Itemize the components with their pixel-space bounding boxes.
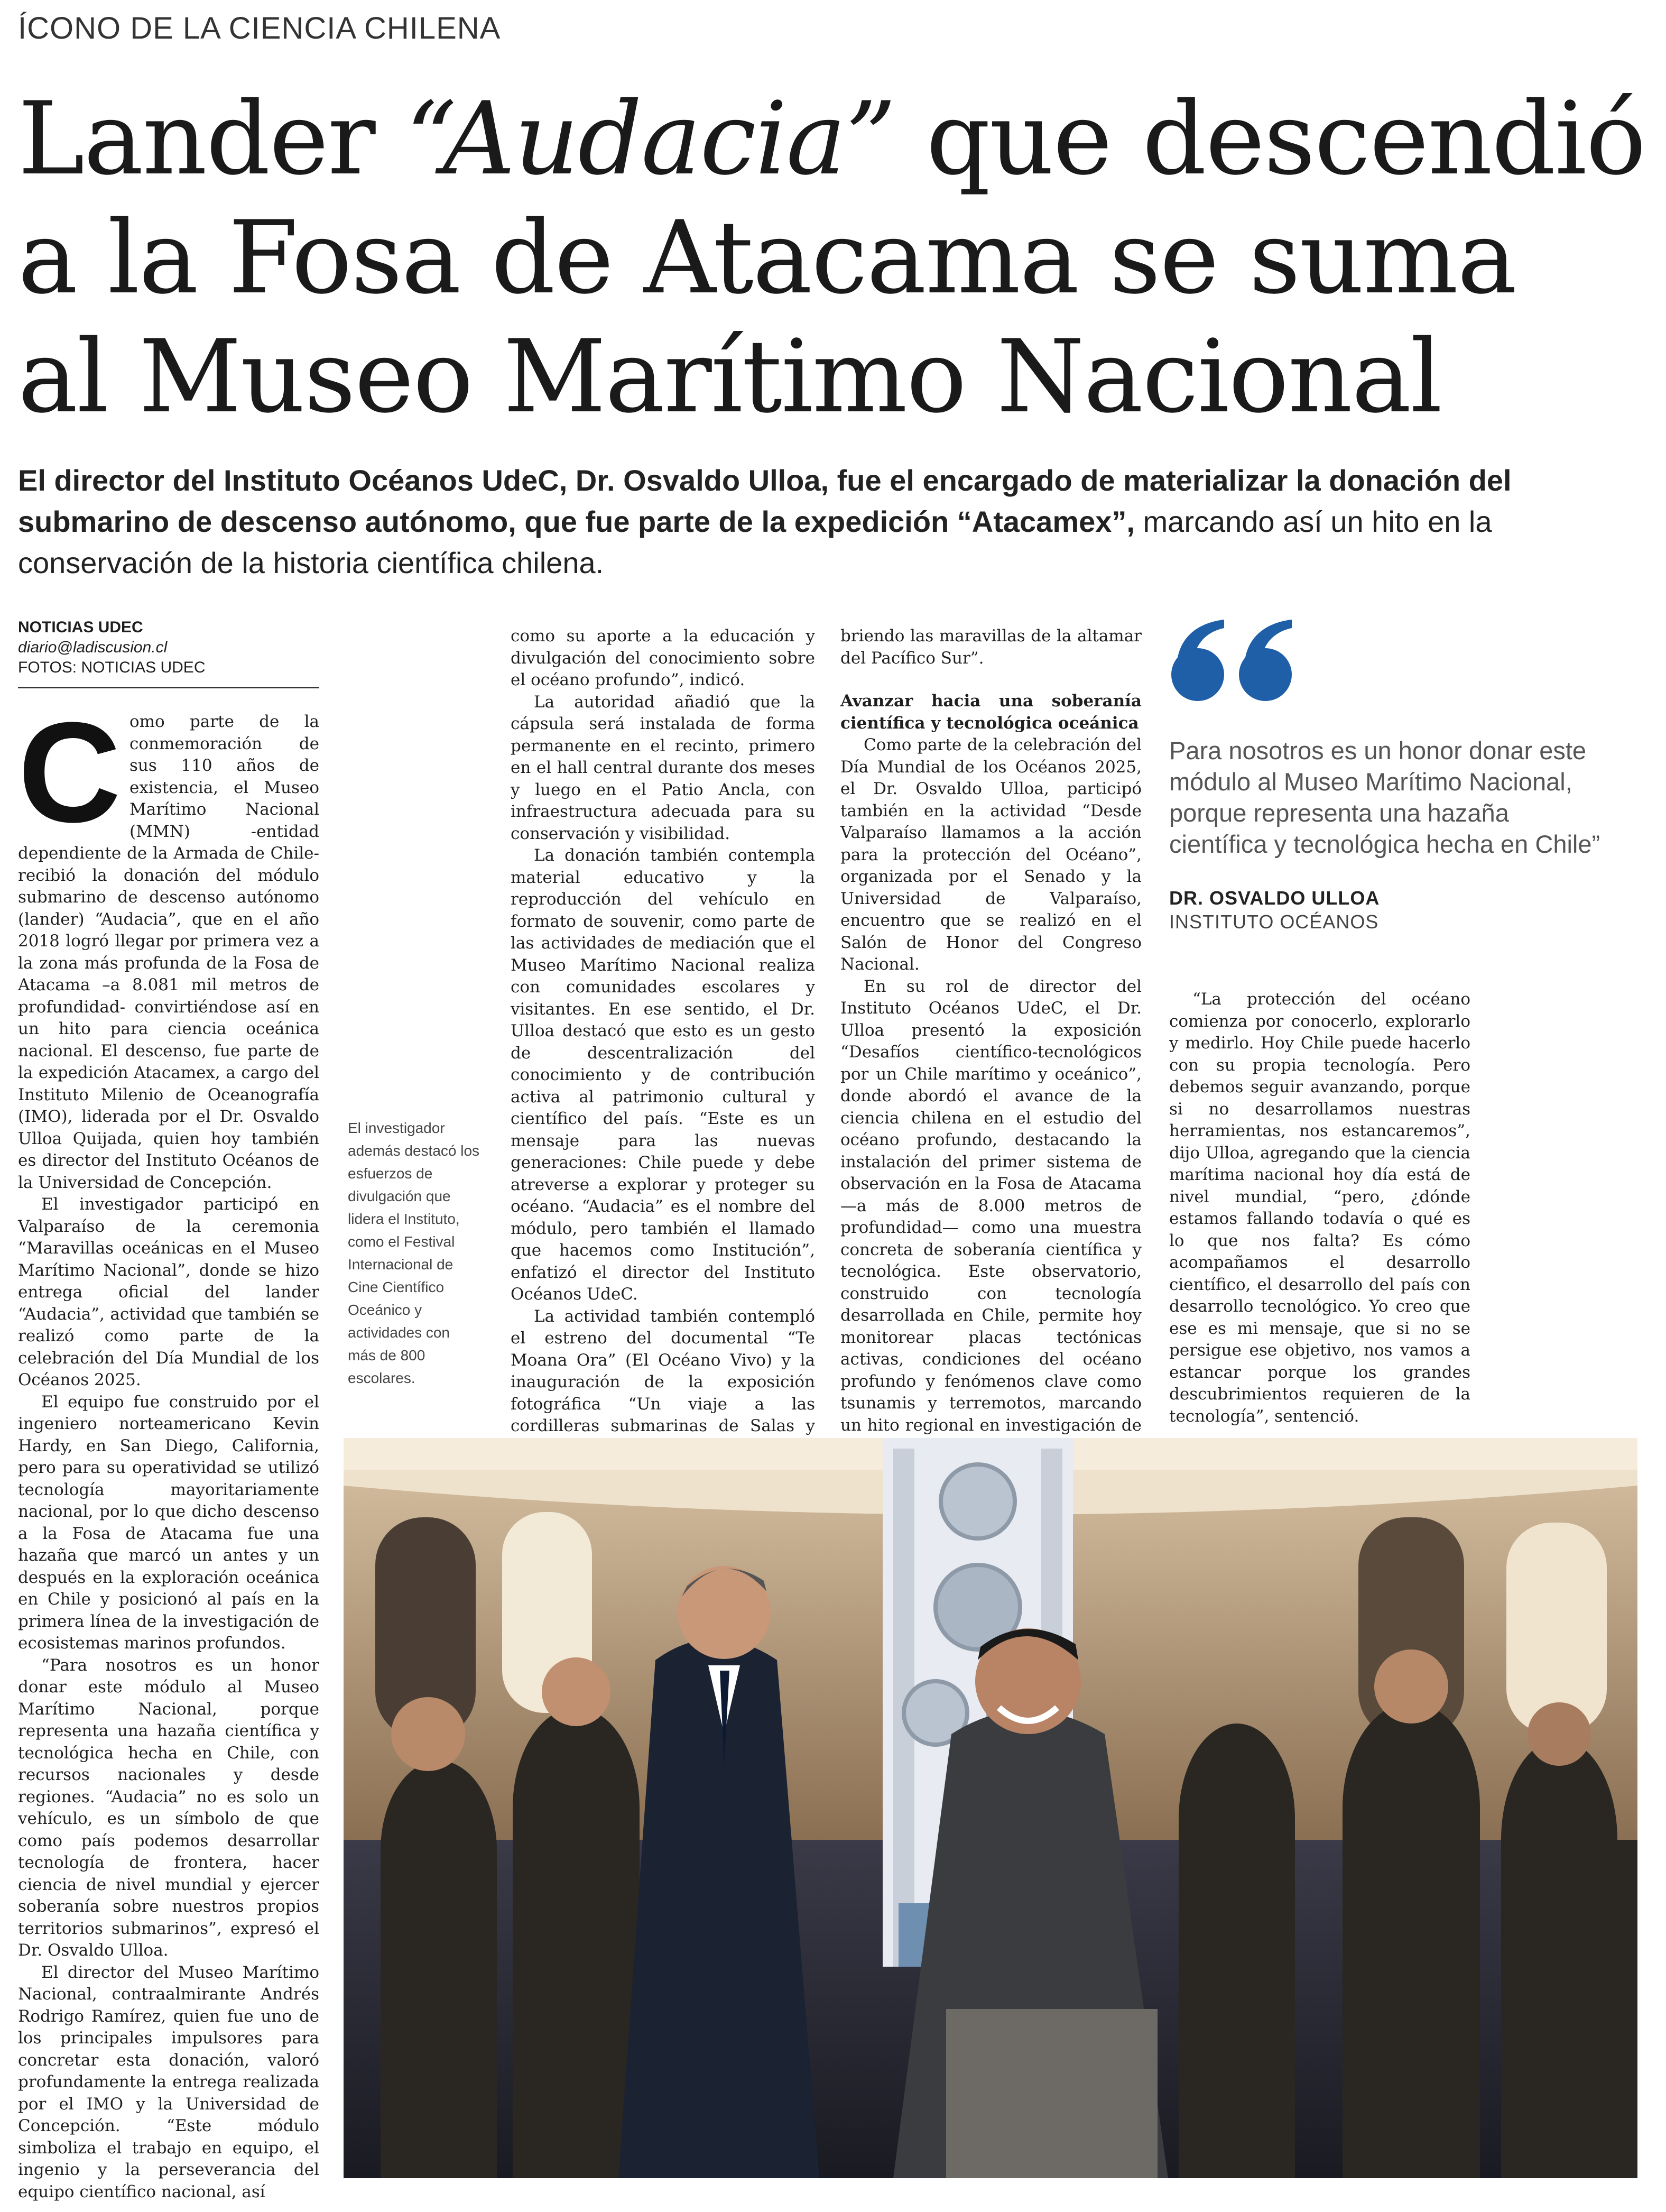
- col1-paragraph-1: [18, 693, 319, 1194]
- byline: [18, 617, 319, 678]
- pull-quote-text: Para nosotros es un honor donar este módulo al Museo Marítimo Nacional, porque representa una hazaña científica y tecnológica hecha en Chile”: [1169, 736, 1600, 858]
- drop-cap: C: [18, 693, 121, 852]
- event-photo: [344, 1438, 1637, 2178]
- lead-paragraph: [18, 460, 1551, 584]
- column-4: [1169, 989, 1470, 1427]
- pull-quote-attribution-name: DR. OSVALDO ULLOA: [1169, 887, 1380, 909]
- section-subhead: Avanzar hacia una soberanía científica y tecnológica oceánica: [840, 692, 1142, 733]
- col1-p1-text: omo parte de la conmemoración de sus 110 años de existencia, el Museo Marítimo Nacional (MMN) -entidad dependiente de la Armada de Chile- recibió la donación del módulo submarino de descenso autónomo (lander) “Audacia”, que en el año 2018 logró llegar por primera vez a la zona más profunda de la Fosa de Atacama –a 8.081 mil metros de profundidad- convirtiéndose así en un hito para ciencia oceánica nacional. El descenso, fue parte de la expedición Atacamex, a cargo del Instituto Milenio de Oceanografía (IMO), liderada por el Dr. Osvaldo Ulloa Quijada, quien hoy también es director del Instituto Océanos de la Universidad de Concepción.: [18, 712, 319, 1192]
- photo-caption: El investigador además destacó los esfuerzos de divulgación que lidera el Instituto, como el Festival Internacional de Cine Científico Oceánico y actividades con más de 800 escolares.: [348, 1120, 480, 1386]
- column-2: [511, 625, 815, 1459]
- col2-paragraph-4: La actividad también contempló el estreno del documental “Te Moana Ora” (El Océano Vivo) y la inauguración de la exposición fotográfica “Un viaje a las cordilleras submarinas de Salas y: [511, 1306, 815, 1435]
- byline-source: NOTICIAS UDEC: [18, 619, 143, 636]
- col1-paragraph-2: El investigador participó en Valparaíso de la ceremonia “Maravillas oceánicas en el Museo Marítimo Nacional”, donde se hizo entrega oficial del lander “Audacia”, actividad que también se realizó como parte de la celebración del Día Mundial de los Océanos 2025.: [18, 1195, 319, 1389]
- headline-lander-name: “Audacia”: [405, 80, 895, 197]
- lead-bold: El director del Instituto Océanos UdeC, Dr. Osvaldo Ulloa, fue el encargado de materializar la donación del submarino de descenso autónomo, que fue parte de la expedición “Atacamex”,: [18, 464, 1512, 538]
- byline-divider: [18, 687, 319, 688]
- headline: [18, 79, 1651, 436]
- col2-paragraph-3: La donación también contempla material educativo y la reproducción del vehículo en formato de souvenir, como parte de las actividades de mediación que el Museo Marítimo Nacional realiza con comunidades escolares y visitantes. En ese sentido, el Dr. Ulloa destacó que esto es un gesto de descentralización del conocimiento y de contribución activa al patrimonio cultural y científico del país. “Este es un mensaje para las nuevas generaciones: Chile puede y debe atreverse a explorar y proteger su océano. “Audacia” es el nombre del módulo, pero también el llamado que hacemos como Institución”, enfatizó el director del Instituto Océanos UdeC.: [511, 846, 815, 1304]
- col1-paragraph-5: El director del Museo Marítimo Nacional, contraalmirante Andrés Rodrigo Ramírez, quien fue uno de los principales impulsores para concretar esta donación, valoró profundamente la entrega realizada por el IMO y la Universidad de Concepción. “Este módulo simboliza el trabajo en equipo, el ingenio y la perseverancia del equipo científico nacional, así: [18, 1962, 319, 2201]
- col3-paragraph-3: En su rol de director del Instituto Océanos UdeC, el Dr. Ulloa presentó la exposición “Desafíos científico-tecnológicos por un Chile marítimo y oceánico”, donde abordó el avance de la ciencia chilena en el estudio del océano profundo, destacando la instalación del primer sistema de observación en la Fosa de Atacama —a más de 8.000 metros de profundidad— como una muestra concreta de soberanía científica y tecnológica. Este observatorio, construido con tecnología desarrollada en Chile, permite hoy monitorear placas tectónicas activas, condiciones del océano profundo y fenómenos clave como tsunamis y terremotos, marcando un hito regional en investigación de: [840, 976, 1142, 1435]
- byline-photos: FOTOS: NOTICIAS UDEC: [18, 659, 206, 676]
- quote-mark-icon: [1165, 617, 1308, 702]
- col3-paragraph-1: briendo las maravillas de la altamar del Pacífico Sur”.: [840, 626, 1142, 668]
- col2-paragraph-1: como su aporte a la educación y divulgación del conocimiento sobre el océano profundo”, indicó.: [511, 626, 815, 689]
- lead-regular: marcando así un hito en la conservación de la historia científica chilena.: [18, 505, 1492, 579]
- column-1: [18, 693, 319, 2203]
- headline-line-3: al Museo Marítimo Nacional: [18, 318, 1442, 435]
- col1-paragraph-4: “Para nosotros es un honor donar este módulo al Museo Marítimo Nacional, porque representa una hazaña científica y tecnológica hecha en Chile, con recursos nacionales y desde regiones. “Audacia” no es solo un vehículo, es un símbolo de que como país podemos desarrollar tecnología de frontera, hacer ciencia de nivel mundial y ejercer soberanía sobre nuestros propios territorios submarinos”, expresó el Dr. Osvaldo Ulloa.: [18, 1655, 319, 1960]
- section-kicker: ÍCONO DE LA CIENCIA CHILENA: [18, 11, 501, 45]
- pull-quote-attribution-org: INSTITUTO OCÉANOS: [1169, 911, 1379, 933]
- column-3: [840, 625, 1142, 1459]
- byline-email: diario@ladiscusion.cl: [18, 639, 168, 656]
- col1-paragraph-3: El equipo fue construido por el ingeniero norteamericano Kevin Hardy, en San Diego, California, pero para su operatividad se utilizó tecnología mayoritariamente nacional, por lo que dicho descenso a la Fosa de Atacama fue una hazaña que marcó un antes y un después en la exploración oceánica en Chile y posicionó al país en la primera línea de la investigación de ecosistemas marinos profundos.: [18, 1392, 319, 1653]
- col3-paragraph-2: Como parte de la celebración del Día Mundial de los Océanos 2025, el Dr. Osvaldo Ulloa, participó también en la actividad “Desde Valparaíso llamamos a la acción para la protección del Océano”, organizada por el Senado y la Universidad de Valparaíso, encuentro que se realizó en el Salón de Honor del Congreso Nacional.: [840, 735, 1142, 974]
- headline-line-2: a la Fosa de Atacama se suma: [18, 199, 1516, 316]
- col4-paragraph-1: “La protección del océano comienza por conocerlo, explorarlo y medirlo. Hoy Chile puede hacerlo con su propia tecnología. Pero debemos seguir avanzando, porque si no desarrollamos nuestras herramientas, nos estancaremos”, dijo Ulloa, agregando que la ciencia marítima nacional hoy día está de nivel mundial, “pero, ¿dónde estamos fallando todavía o qué es lo que nos falta? Es cómo acompañamos el desarrollo científico, el desarrollo del país con desarrollo tecnológico. Yo creo que ese es mi mensaje, que si no se persigue ese objetivo, nos vamos a estancar porque los grandes descubrimientos requieren de la tecnología”, sentenció.: [1169, 990, 1470, 1426]
- headline-line-1: [18, 79, 1651, 198]
- col2-paragraph-2: La autoridad añadió que la cápsula será instalada de forma permanente en el recinto, primero en el hall central durante dos meses y luego en el Patio Ancla, con infraestructura adecuada para su conservación y visibilidad.: [511, 692, 815, 843]
- headline-part-a: Lander: [18, 80, 406, 197]
- headline-part-b: que descendió: [895, 80, 1645, 197]
